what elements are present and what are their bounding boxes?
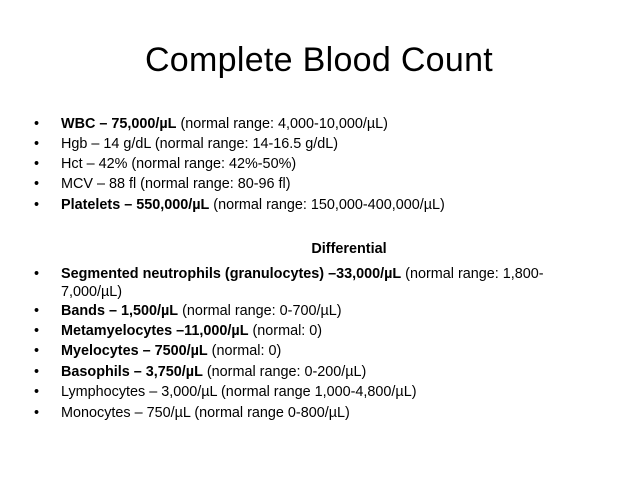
basophils-value: Basophils – 3,750/µL [61, 364, 203, 380]
bullet-icon: • [34, 343, 40, 359]
neutrophils-range-cont: 7,000/µL) [61, 284, 123, 300]
bullet-icon: • [34, 136, 40, 152]
metamyelocytes-range: (normal: 0) [248, 323, 323, 339]
bullet-icon: • [34, 405, 40, 421]
hgb-text: Hgb – 14 g/dL (normal range: 14-16.5 g/dL) [61, 136, 339, 152]
bands-value: Bands – 1,500/µL [61, 303, 179, 319]
platelets-range: (normal range: 150,000-400,000/µL) [209, 197, 445, 213]
myelocytes-range: (normal: 0) [207, 343, 282, 359]
neutrophils-value: Segmented neutrophils (granulocytes) –33,000/µL [61, 266, 402, 282]
bullet-icon: • [34, 176, 40, 192]
bullet-icon: • [34, 303, 40, 319]
bullet-icon: • [34, 197, 40, 213]
bullet-icon: • [34, 323, 40, 339]
neutrophils-range: (normal range: 1,800- [401, 266, 544, 282]
metamyelocytes-value: Metamyelocytes –11,000/µL [61, 323, 249, 339]
wbc-range: (normal range: 4,000-10,000/µL) [176, 116, 388, 132]
bullet-icon: • [34, 384, 40, 400]
mcv-text: MCV – 88 fl (normal range: 80-96 fl) [61, 176, 291, 192]
bullet-icon: • [34, 116, 40, 132]
myelocytes-value: Myelocytes – 7500/µL [61, 343, 208, 359]
slide-title: Complete Blood Count [144, 41, 494, 79]
hct-text: Hct – 42% (normal range: 42%-50%) [61, 156, 297, 172]
wbc-value: WBC – 75,000/µL [61, 116, 177, 132]
bullet-icon: • [34, 266, 40, 282]
monocytes-text: Monocytes – 750/µL (normal range 0-800/µL) [61, 405, 350, 421]
bullet-icon: • [34, 156, 40, 172]
platelets-value: Platelets – 550,000/µL [61, 197, 210, 213]
differential-heading: Differential [311, 241, 387, 257]
bullet-icon: • [34, 364, 40, 380]
basophils-range: (normal range: 0-200/µL) [202, 364, 367, 380]
lymphocytes-text: Lymphocytes – 3,000/µL (normal range 1,000-4,800/µL) [61, 384, 417, 400]
bands-range: (normal range: 0-700/µL) [178, 303, 342, 319]
